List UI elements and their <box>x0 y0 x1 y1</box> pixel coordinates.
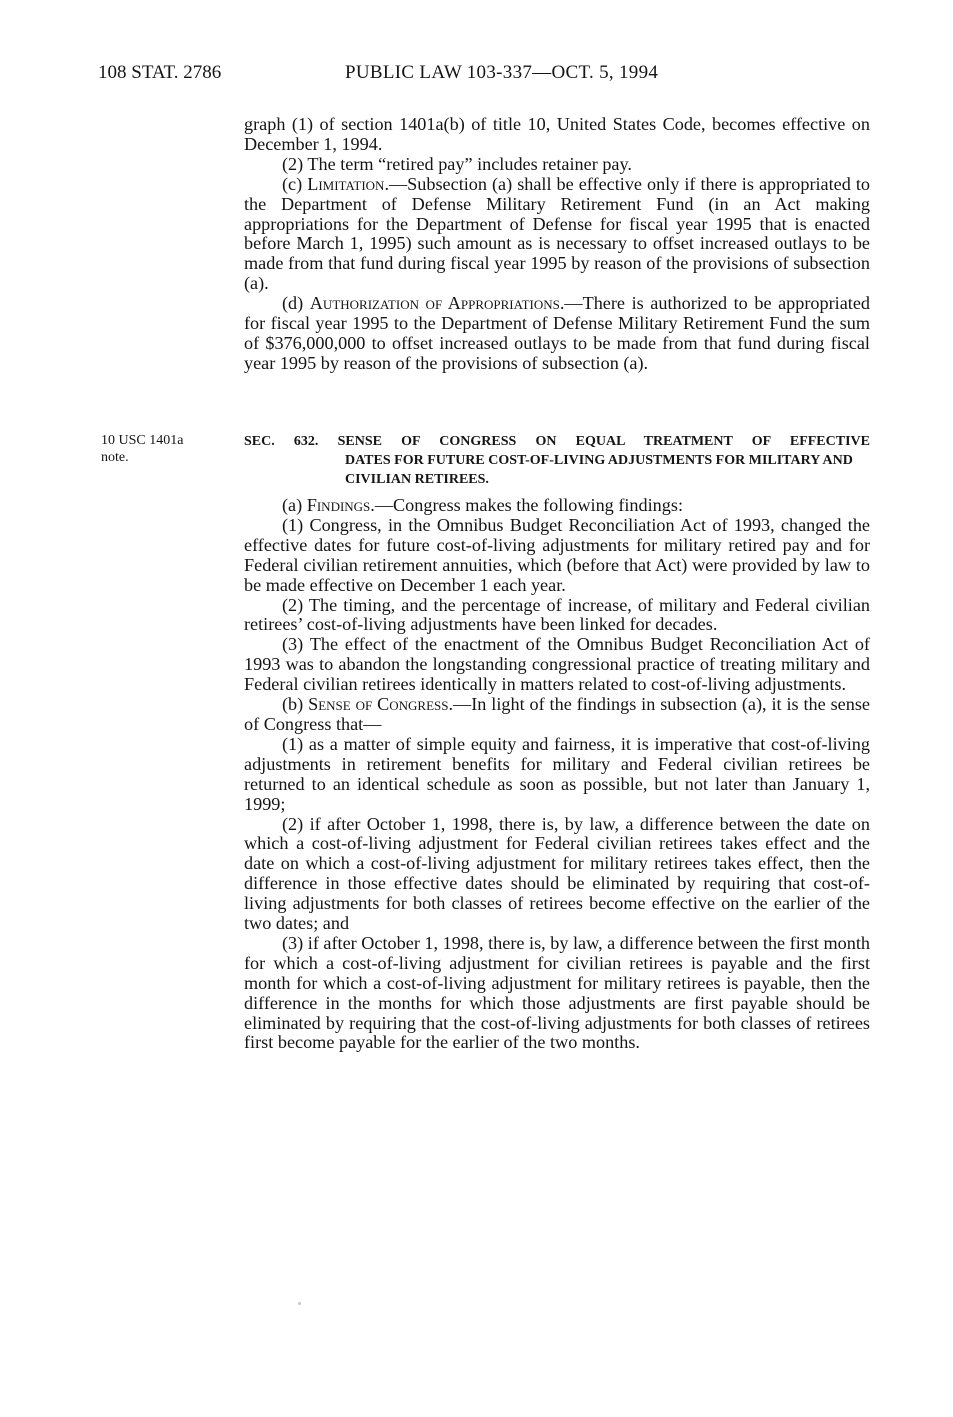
subsection-block-continued <box>244 115 870 374</box>
subsection-a-text: .—Congress makes the following findings: <box>370 495 683 515</box>
subsection-c-text: .—Subsection (a) shall be effective only if there is appropriated to the Department of Defense Military Retirement Fund (in an Act making appropriations for the Department of Defense for fiscal year 1995 that is enacted before March 1, 1995) such amount as is necessary to offset increased outlays to be made from that fund during fiscal year 1995 by reason of the provisions of subsection (a). <box>244 173 870 294</box>
sense-paragraph-2: (2) if after October 1, 1998, there is, by law, a difference between the date on which a cost-of-living adjustment for Federal civilian retirees takes effect and the date on which a cost-of-living adjustment for military retirees takes effect, then the difference in those effective dates should be eliminated by requiring that cost-of-living adjustments for both classes of retirees become effective on the earlier of the two dates; and <box>244 813 870 934</box>
margin-note-label: note. <box>101 450 129 465</box>
subsection-a-heading: Findings <box>306 495 371 515</box>
public-law-reference: PUBLIC LAW 103-337—OCT. 5, 1994 <box>345 62 659 83</box>
finding-3: (3) The effect of the enactment of the Omnibus Budget Reconciliation Act of 1993 was to abandon the longstanding congressional practice of treating military and Federal civilian retirees identically in matters related to cost-of-living adjustments. <box>244 634 870 695</box>
subsection-b-heading: Sense of Congress <box>308 694 449 715</box>
subsection-c-label: (c) <box>282 173 303 194</box>
margin-note-citation: 10 USC 1401a <box>101 433 184 448</box>
section-heading-line1: SEC. 632. SENSE OF CONGRESS ON EQUAL TREATMENT OF EFFECTIVE <box>244 434 870 449</box>
subsection-d-text: .—There is authorized to be appropriated for fiscal year 1995 to the Department of Defense Military Retirement Fund the sum of $376,000,000 to offset increased outlays to be made from that fund during fiscal year 1995 by reason of the provisions of subsection (a). <box>244 293 870 373</box>
subsection-b-text: .—In light of the findings in subsection (a), it is the sense of Congress that— <box>244 694 871 734</box>
paragraph-2-retired-pay: (2) The term “retired pay” includes retainer pay. <box>282 153 632 174</box>
finding-2: (2) The timing, and the percentage of increase, of military and Federal civilian retirees’ cost-of-living adjustments have been linked for decades. <box>244 594 870 635</box>
paragraph-1-continuation: graph (1) of section 1401a(b) of title 10, United States Code, becomes effective on December 1, 1994. <box>244 114 870 154</box>
subsection-c-limitation <box>244 175 870 294</box>
subsection-a-label: (a) <box>282 495 303 515</box>
subsection-b-sense-of-congress <box>244 695 870 735</box>
subsection-d-label: (d) <box>282 293 304 314</box>
section-632-body <box>244 496 870 1053</box>
page-header <box>98 62 798 92</box>
subsection-d-heading: Authorization of Appropriations <box>309 293 560 314</box>
sense-paragraph-3: (3) if after October 1, 1998, there is, by law, a difference between the first month for which a cost-of-living adjustment for civilian retirees is payable and the first month for which a cost-of-living adjustment for military retirees is payable, then the difference in the months for which those adjustments are first payable should be eliminated by requiring that the cost-of-living adjustments for both classes of retirees first become payable for the earlier of the two months. <box>244 932 870 1053</box>
margin-note <box>101 432 221 466</box>
subsection-d-authorization <box>244 294 870 374</box>
statute-page-reference: 108 STAT. 2786 <box>98 62 222 83</box>
subsection-c-heading: Limitation <box>307 173 385 194</box>
subsection-b-label: (b) <box>282 694 304 715</box>
finding-1: (1) Congress, in the Omnibus Budget Reconciliation Act of 1993, changed the effective dates for future cost-of-living adjustments for military retired pay and for Federal civilian retirement annuities, which (before that Act) were provided by law to be made effective on December 1 each year. <box>244 514 870 595</box>
sense-paragraph-1: (1) as a matter of simple equity and fairness, it is imperative that cost-of-living adjustments in retirement benefits for military and Federal civilian retirees be returned to an identical schedule as soon as possible, but not later than January 1, 1999; <box>244 733 870 814</box>
section-632-heading <box>244 432 870 489</box>
section-heading-continuation: DATES FOR FUTURE COST-OF-LIVING ADJUSTMENTS FOR MILITARY AND CIVILIAN RETIREES. <box>345 453 853 487</box>
scan-speck <box>298 1302 301 1305</box>
subsection-a-findings <box>244 496 870 516</box>
